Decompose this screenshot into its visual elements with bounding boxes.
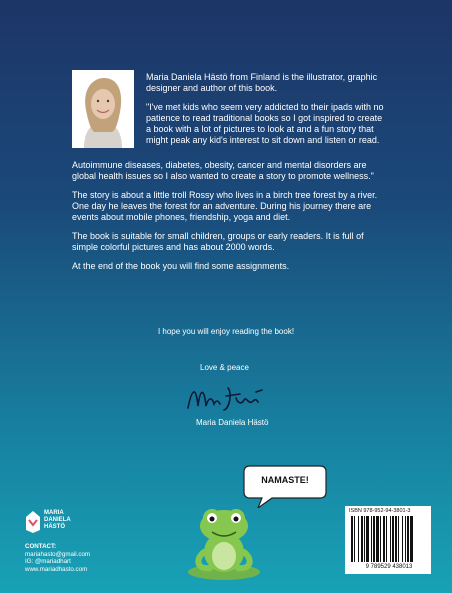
isbn-number: 9 789529 438013 (365, 564, 413, 570)
barcode (351, 516, 425, 562)
logo-icon (25, 510, 41, 534)
love-and-peace: Love & peace (200, 363, 249, 372)
contact-title: CONTACT: (25, 543, 57, 550)
logo-line-3: HÄSTÖ (44, 524, 65, 530)
quote-paragraph: "I've met kids who seem very addicted to their ipads with no patience to read traditional books so I got inspired to create a book with a lot of pictures to look at and a fun story that might peak any kid's interest to sit down and listen or read. (146, 102, 384, 145)
book-description (72, 160, 384, 280)
author-photo (72, 70, 134, 148)
isbn-label: ISBN 978-952-94-3801-3 (349, 508, 411, 514)
contact-email: mariahasto@gmail.com (25, 550, 91, 558)
audience-paragraph: The book is suitable for small children, groups or early readers. It is full of simple colorful pictures and has about 2000 words. (72, 231, 364, 252)
contact-block (25, 543, 90, 573)
intro-paragraph: Maria Daniela Hästö from Finland is the illustrator, graphic designer and author of this book. (146, 72, 378, 93)
assignments-paragraph: At the end of the book you will find some assignments. (72, 261, 290, 271)
signature-name: Maria Daniela Hästö (196, 418, 269, 427)
story-paragraph: The story is about a little troll Rossy who lives in a birch tree forest by a river. One day he leaves the forest for an adventure. During his journey there are events about mobile phones, friendship, yoga and diet. (72, 190, 378, 222)
logo-line-1: MARIA (44, 510, 64, 516)
isbn-barcode-box (345, 506, 431, 574)
hope-line: I hope you will enjoy reading the book! (157, 327, 295, 336)
logo-wordmark (44, 510, 71, 531)
wellness-paragraph: Autoimmune diseases, diabetes, obesity, cancer and mental disorders are global health issues so I also wanted to create a story to promote wellness." (72, 160, 374, 181)
frog-illustration (184, 500, 264, 580)
handwritten-signature (178, 378, 278, 418)
speech-bubble-text: NAMASTE! (261, 475, 309, 485)
logo-line-2: DANIELA (44, 517, 71, 523)
contact-instagram: IG: @mariadhart (25, 558, 71, 565)
author-intro (146, 72, 386, 154)
contact-website: www.mariadhasto.com (25, 565, 88, 573)
